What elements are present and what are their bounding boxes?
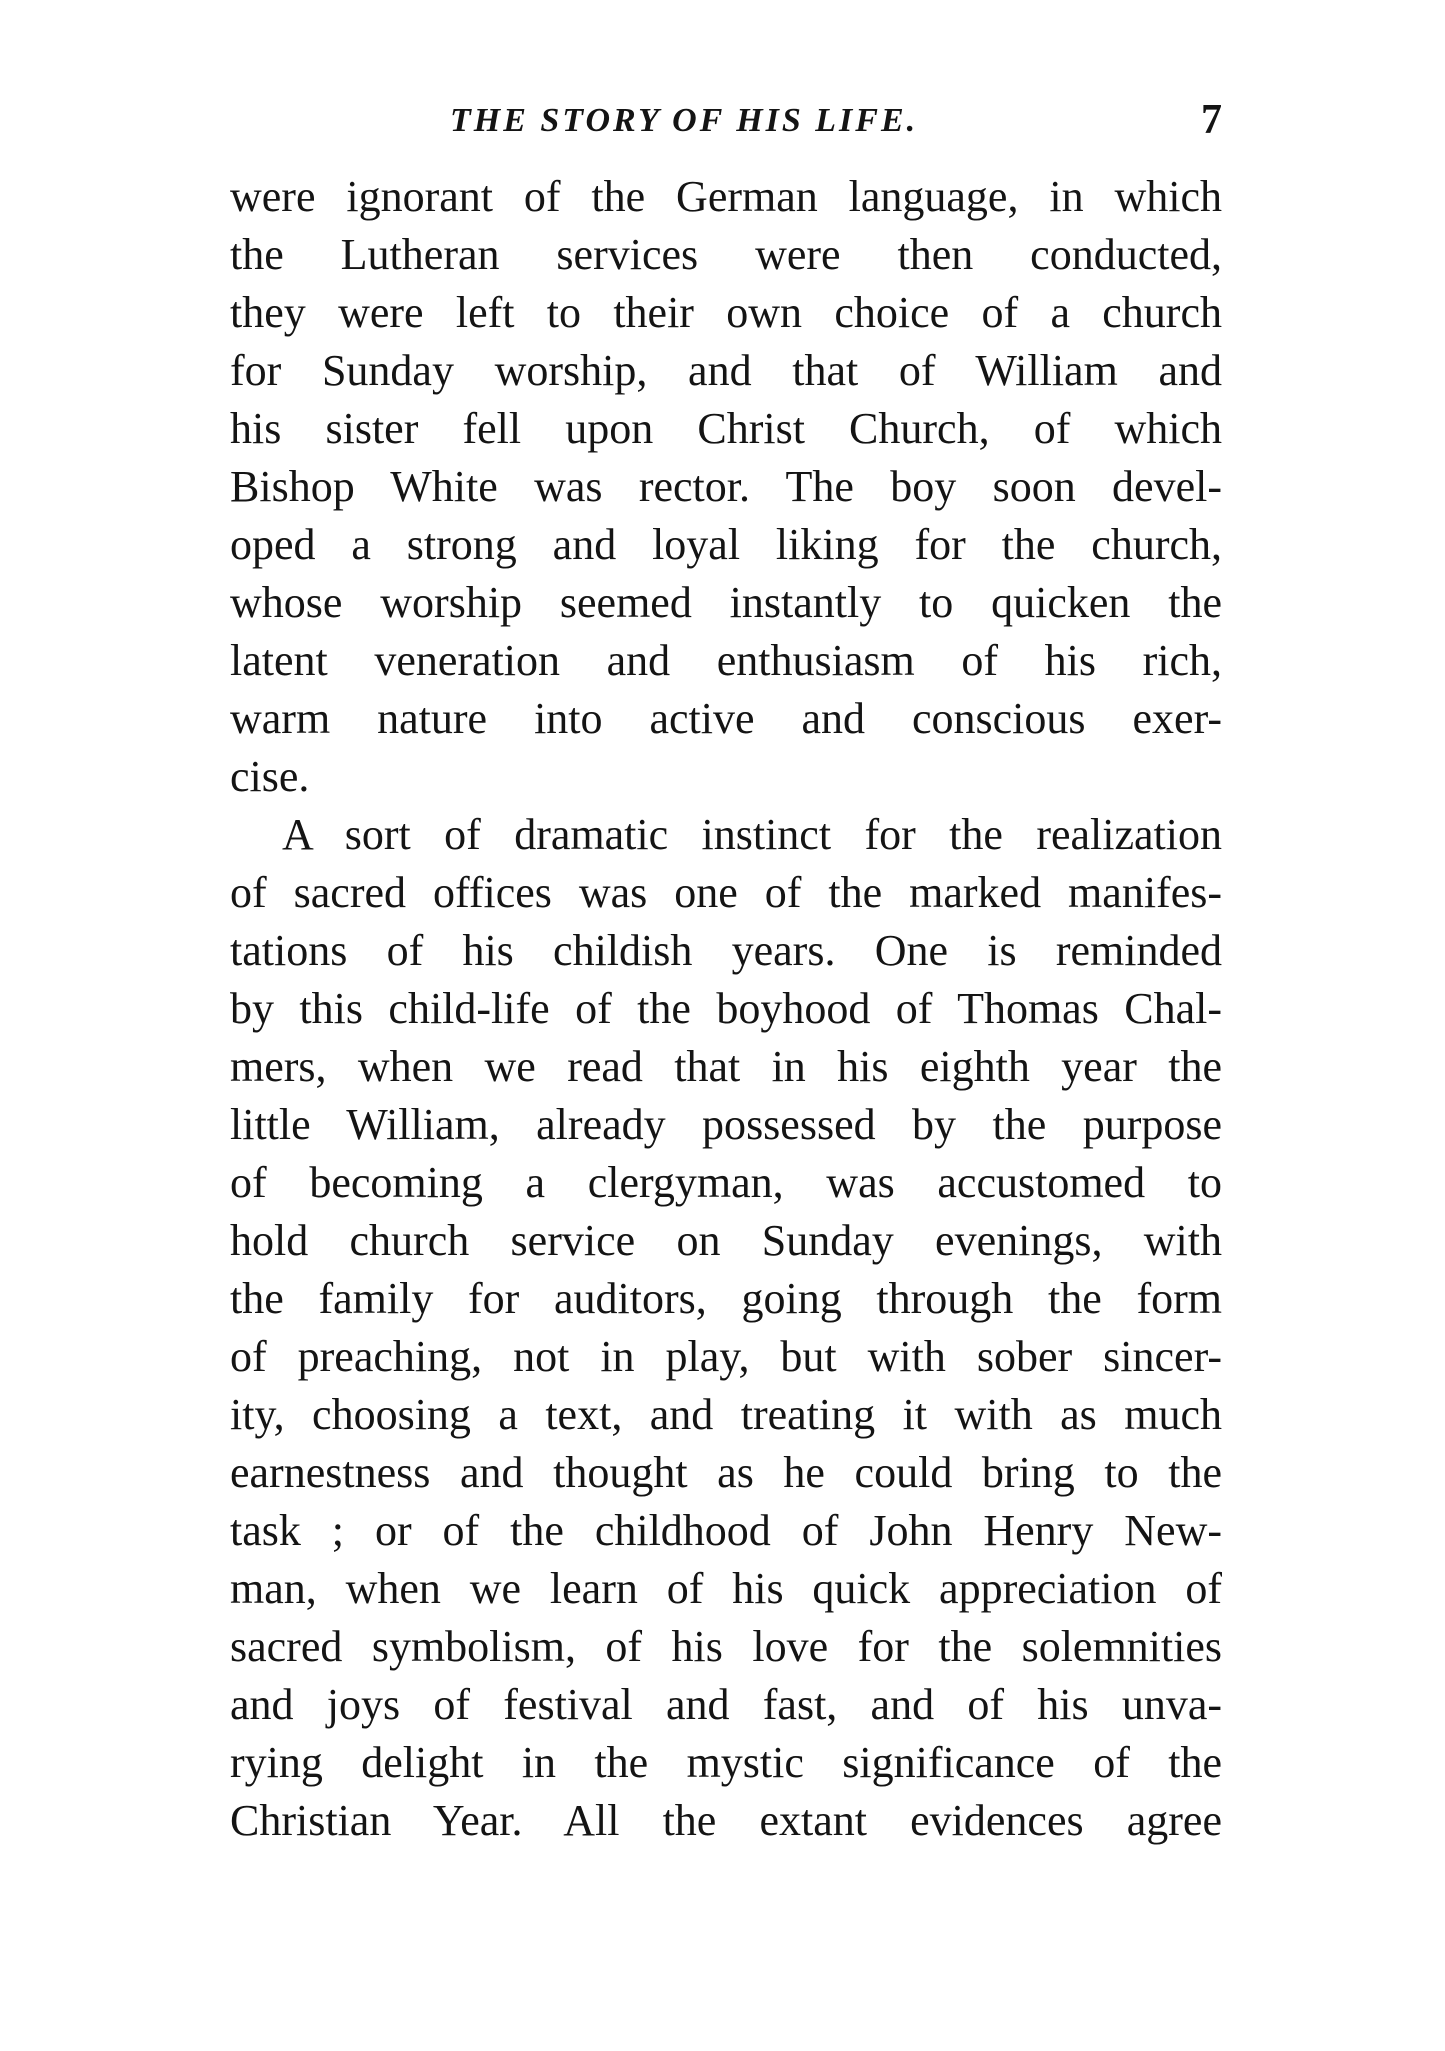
text-line: earnestness and thought as he could bring to the: [230, 1448, 1222, 1497]
text-line: they were left to their own choice of a church: [230, 288, 1222, 337]
text-line: hold church service on Sunday evenings, with: [230, 1216, 1222, 1265]
text-line: warm nature into active and conscious exer-: [230, 694, 1222, 743]
text-line: the Lutheran services were then conducted,: [230, 230, 1222, 279]
text-line: for Sunday worship, and that of William and: [230, 346, 1222, 395]
text-line: the family for auditors, going through the form: [230, 1274, 1222, 1323]
text-line: tations of his childish years. One is reminded: [230, 926, 1222, 975]
text-line: latent veneration and enthusiasm of his rich,: [230, 636, 1222, 685]
text-line: A sort of dramatic instinct for the realization: [282, 810, 1222, 859]
text-line: man, when we learn of his quick appreciation of: [230, 1564, 1222, 1613]
text-line: little William, already possessed by the purpose: [230, 1100, 1222, 1149]
text-line: cise.: [230, 752, 310, 801]
text-line: were ignorant of the German language, in which: [230, 172, 1222, 221]
text-line: whose worship seemed instantly to quicken the: [230, 578, 1222, 627]
text-line: oped a strong and loyal liking for the church,: [230, 520, 1222, 569]
text-line: task ; or of the childhood of John Henry New-: [230, 1506, 1222, 1555]
text-line: rying delight in the mystic significance of the: [230, 1738, 1222, 1787]
text-line: ity, choosing a text, and treating it with as much: [230, 1390, 1222, 1439]
text-line: of sacred offices was one of the marked manifes-: [230, 868, 1222, 917]
text-line: and joys of festival and fast, and of his unva-: [230, 1680, 1222, 1729]
text-line: Christian Year. All the extant evidences agree: [230, 1796, 1222, 1845]
text-line: by this child-life of the boyhood of Thomas Chal-: [230, 984, 1222, 1033]
page-number: 7: [1201, 97, 1222, 143]
text-line: Bishop White was rector. The boy soon devel-: [230, 462, 1222, 511]
text-line: sacred symbolism, of his love for the solemnities: [230, 1622, 1222, 1671]
text-line: of becoming a clergyman, was accustomed to: [230, 1158, 1222, 1207]
running-title: THE STORY OF HIS LIFE.: [450, 102, 919, 139]
text-line: mers, when we read that in his eighth year the: [230, 1042, 1222, 1091]
text-line: of preaching, not in play, but with sober sincer-: [230, 1332, 1222, 1381]
body-text: [230, 168, 1222, 1850]
running-head: [230, 96, 1222, 146]
text-line: his sister fell upon Christ Church, of which: [230, 404, 1222, 453]
